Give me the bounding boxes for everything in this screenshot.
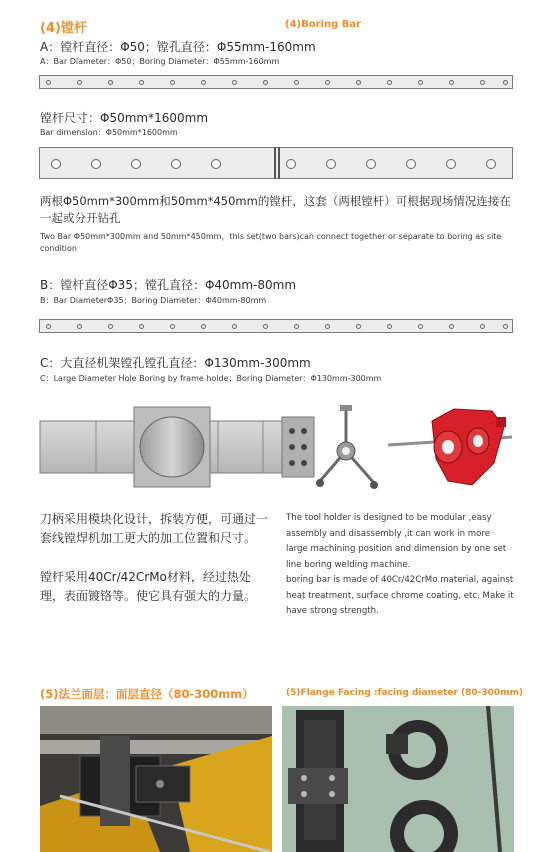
bar-hole (356, 80, 361, 85)
flange-facing-photo-parts (282, 706, 514, 852)
bar-hole (503, 324, 508, 329)
two-bars-en: Two Bar Φ50mm*300mm and 50mm*450mm，this set(two bars)can connect together or separate to boring as site condition (40, 232, 502, 253)
spider-support-drawing (312, 403, 384, 495)
bar-hole (286, 159, 296, 169)
bar-hole (356, 324, 361, 329)
bar-hole (232, 324, 237, 329)
bar-hole (77, 80, 82, 85)
boring-bar-b-drawing (39, 319, 513, 333)
spec-a-cn: A：镗杆直径：Φ50；镗孔直径：Φ55mm-160mm (40, 40, 316, 54)
bar-hole (366, 159, 376, 169)
bar-joint (278, 147, 280, 179)
bar-hole (326, 159, 336, 169)
bar-hole (387, 324, 392, 329)
bar-hole (446, 159, 456, 169)
holder-desc-cn-2: 镗杆采用40Cr/42CrMo材料，经过热处理，表面镀铬等。使它具有强大的力量。 (40, 570, 257, 603)
section5-title-cn: (5)法兰面层：面层直径（80-300mm） (40, 687, 254, 701)
bar-hole (211, 159, 221, 169)
two-bars-cn: 两根Φ50mm*300mm和50mm*450mm的镗杆，这套（两根镗杆）可根据现场情况连接在一起或分开钻孔 (40, 194, 511, 225)
bar-hole (108, 324, 113, 329)
boring-bar-a-drawing (39, 75, 513, 89)
bar-hole (139, 324, 144, 329)
two-bars-drawing (39, 147, 513, 179)
spec-a-en: A：Bar Diameter：Φ50；Boring Diameter：Φ55mm-160mm (40, 57, 280, 66)
bar-hole (201, 80, 206, 85)
bar-hole (418, 324, 423, 329)
bar-hole (46, 324, 51, 329)
bar-hole (170, 324, 175, 329)
bar-hole (51, 159, 61, 169)
frame-holder-drawing (38, 403, 318, 493)
bar-hole (263, 80, 268, 85)
bar-hole (171, 159, 181, 169)
bar-hole (201, 324, 206, 329)
bar-hole (77, 324, 82, 329)
bar-hole (46, 80, 51, 85)
bar-hole (232, 80, 237, 85)
bar-hole (294, 80, 299, 85)
bar-hole (486, 159, 496, 169)
spec-b-en: B：Bar DiameterΦ35；Boring Diameter：Φ40mm-80mm (40, 296, 267, 305)
bar-hole (449, 80, 454, 85)
bar-hole (503, 80, 508, 85)
section4-title-cn: (4)镗杆 (40, 21, 87, 36)
bar-hole (91, 159, 101, 169)
bar-hole (263, 324, 268, 329)
red-holder-drawing (388, 403, 514, 495)
bar-joint (274, 147, 276, 179)
bar-hole (480, 80, 485, 85)
holder-desc-en-2: boring bar is made of 40Cr/42CrMo material, against heat treatment, surface chrome coating, etc. Make it have strong strength. (286, 575, 514, 616)
bar-hole (387, 80, 392, 85)
machine-photo-illustration (40, 706, 272, 852)
bar-hole (108, 80, 113, 85)
holder-desc-en-1: The tool holder is designed to be modular ,easy assembly and disassembly ,it can work in more large machining position and dimension by one set line boring welding machine. (286, 513, 507, 570)
spec-b-cn: B：镗杆直径Φ35；镗孔直径：Φ40mm-80mm (40, 278, 297, 292)
dimension-cn: 镗杆尺寸：Φ50mm*1600mm (40, 111, 209, 125)
bar-hole (406, 159, 416, 169)
dimension-en: Bar dimension：Φ50mm*1600mm (40, 128, 178, 137)
bar-hole (325, 324, 330, 329)
section4-title-en: (4)Boring Bar (285, 19, 362, 30)
bar-hole (449, 324, 454, 329)
bar-hole (480, 324, 485, 329)
bar-hole (131, 159, 141, 169)
flange-facing-photo-machine (40, 706, 272, 852)
bar-hole (418, 80, 423, 85)
spec-c-en: C：Large Diameter Hole Boring by frame holde；Boring Diameter：Φ130mm-300mm (40, 374, 382, 383)
bar-hole (170, 80, 175, 85)
parts-photo-illustration (282, 706, 514, 852)
bar-hole (294, 324, 299, 329)
spec-c-cn: C：大直径机架镗孔镗孔直径：Φ130mm-300mm (40, 356, 311, 370)
section5-title-en: (5)Flange Facing :facing diameter (80-300mm) (286, 688, 524, 698)
holder-desc-cn-1: 刀柄采用模块化设计，拆装方便，可通过一套线镗焊机加工更大的加工位置和尺寸。 (40, 512, 269, 545)
bar-hole (139, 80, 144, 85)
bar-hole (325, 80, 330, 85)
